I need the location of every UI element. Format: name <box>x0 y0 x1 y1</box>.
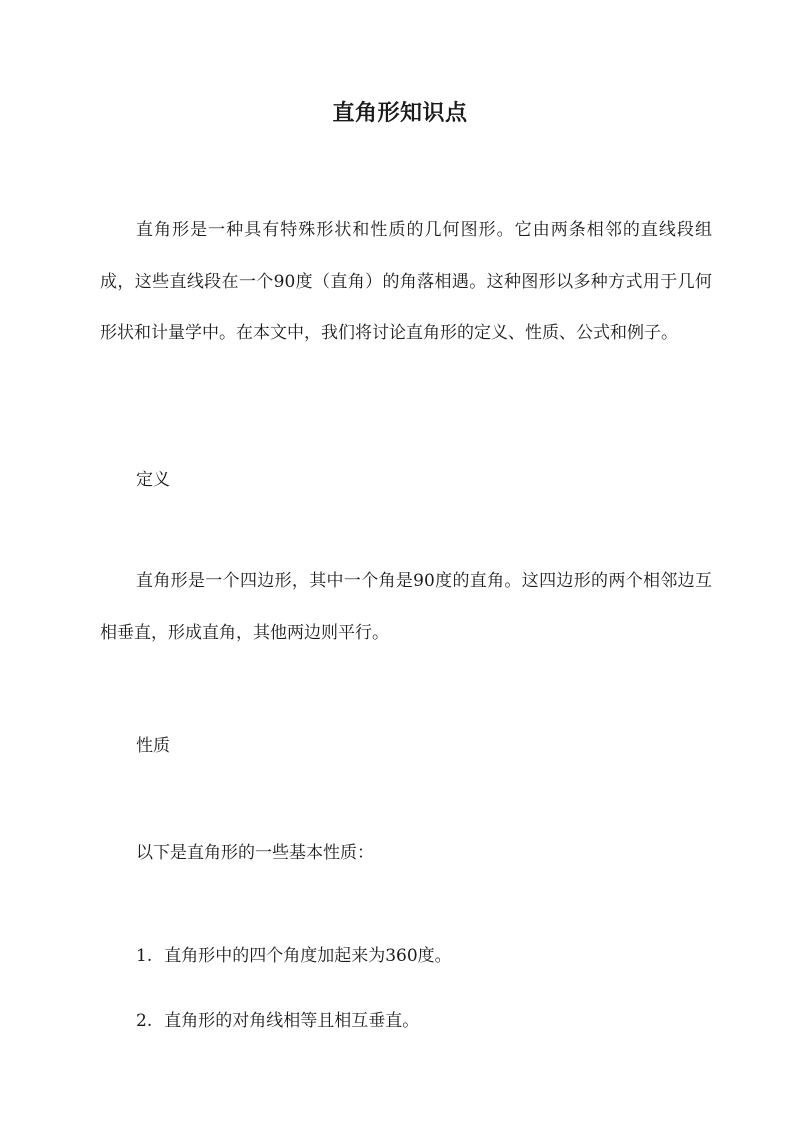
list-item <box>136 1006 419 1036</box>
list-item <box>136 941 452 971</box>
definition-paragraph: 直角形是一个四边形，其中一个角是90度的直角。这四边形的两个相邻边互相垂直，形成直角，其他两边则平行。 <box>100 571 712 643</box>
document-title: 直角形知识点 <box>332 100 468 126</box>
list-item-number: 2. <box>136 1011 153 1031</box>
intro-paragraph: 直角形是一种具有特殊形状和性质的几何图形。它由两条相邻的直线段组成，这些直线段在一个90度（直角）的角落相遇。这种图形以多种方式用于几何形状和计量学中。在本文中，我们将讨论直角形的定义、性质、公式和例子。 <box>100 220 712 343</box>
list-item-text: 直角形中的四个角度加起来为360度。 <box>164 946 452 966</box>
properties-heading: 性质 <box>136 736 170 756</box>
list-item-text: 直角形的对角线相等且相互垂直。 <box>164 1011 420 1031</box>
properties-intro: 以下是直角形的一些基本性质： <box>136 843 374 863</box>
list-item-number: 1. <box>136 946 153 966</box>
definition-heading: 定义 <box>136 470 170 490</box>
